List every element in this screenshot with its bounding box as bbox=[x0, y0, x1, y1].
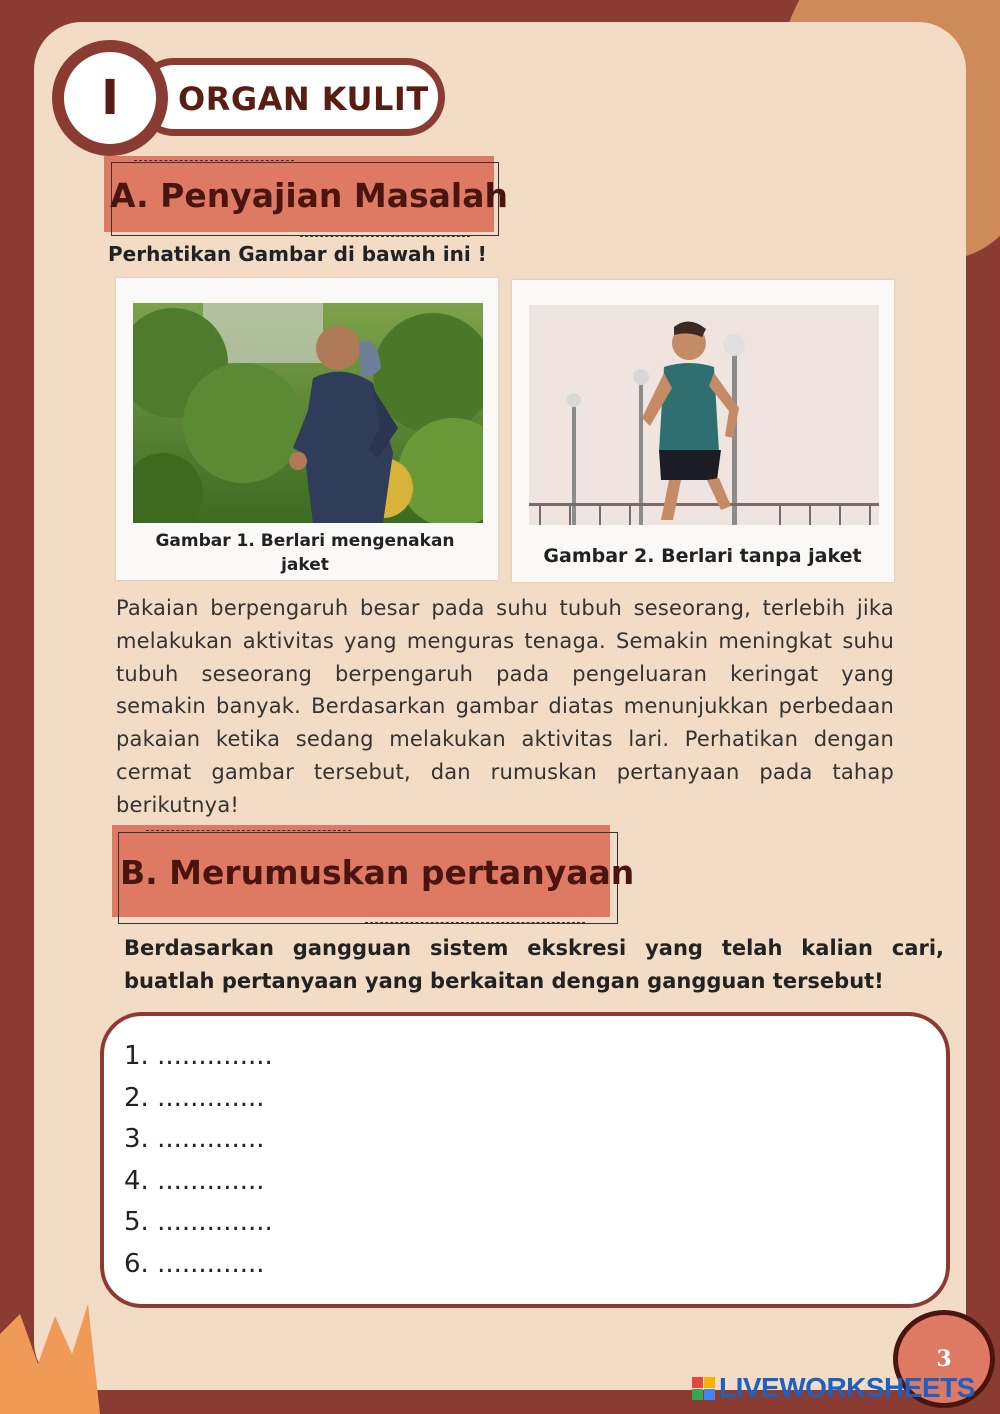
bottom-left-decoration bbox=[0, 1304, 100, 1414]
section-b-title: B. Merumuskan pertanyaan bbox=[120, 853, 635, 892]
section-b-instruction: Berdasarkan gangguan sistem ekskresi yang telah kalian cari, buatlah pertanyaan yang berkaitan dengan gangguan tersebut! bbox=[124, 936, 944, 993]
liveworksheets-logo-icon bbox=[692, 1377, 715, 1400]
page-number: 3 bbox=[893, 1310, 995, 1408]
answer-line-5[interactable]: 5. .............. bbox=[124, 1207, 273, 1237]
section-b-dash-bottom bbox=[365, 922, 585, 923]
section-a-title: A. Penyajian Masalah bbox=[110, 176, 508, 215]
figure-1-photo bbox=[133, 303, 483, 523]
answer-line-2[interactable]: 2. ............. bbox=[124, 1082, 265, 1113]
chapter-number: I bbox=[52, 40, 168, 156]
section-a-instruction: Perhatikan Gambar di bawah ini ! bbox=[108, 242, 487, 266]
figure-2-caption: Gambar 2. Berlari tanpa jaket bbox=[543, 545, 862, 567]
figure-2-photo bbox=[529, 305, 879, 525]
answer-line-4[interactable]: 4. ............. bbox=[124, 1165, 265, 1196]
chapter-title: ORGAN KULIT bbox=[178, 80, 429, 118]
figure-1-caption: Gambar 1. Berlari mengenakan jaket bbox=[155, 531, 455, 575]
answer-list bbox=[124, 1036, 273, 1285]
liveworksheets-watermark bbox=[692, 1372, 975, 1404]
answer-line-1[interactable]: 1. .............. bbox=[124, 1041, 273, 1071]
answer-line-3[interactable]: 3. ............. bbox=[124, 1124, 265, 1154]
problem-paragraph: Pakaian berpengaruh besar pada suhu tubuh seseorang, terlebih jika melakukan aktivitas yang menguras tenaga. Semakin meningkat suhu tubuh seseorang berpengaruh pada pengeluaran keringat yang semakin banyak. Berdasarkan gambar diatas menunjukkan perbedaan pakaian ketika sedang melakukan aktivitas lari. Perhatikan dengan cermat gambar tersebut, dan rumuskan pertanyaan pada tahap berikutnya! bbox=[116, 596, 894, 817]
answer-line-6[interactable]: 6. ............. bbox=[124, 1248, 265, 1279]
section-b-dash-top bbox=[146, 830, 351, 831]
section-a-dash-top bbox=[134, 160, 294, 161]
watermark-text: LIVEWORKSHEETS bbox=[719, 1372, 975, 1403]
section-a-dash-bottom bbox=[300, 236, 470, 237]
